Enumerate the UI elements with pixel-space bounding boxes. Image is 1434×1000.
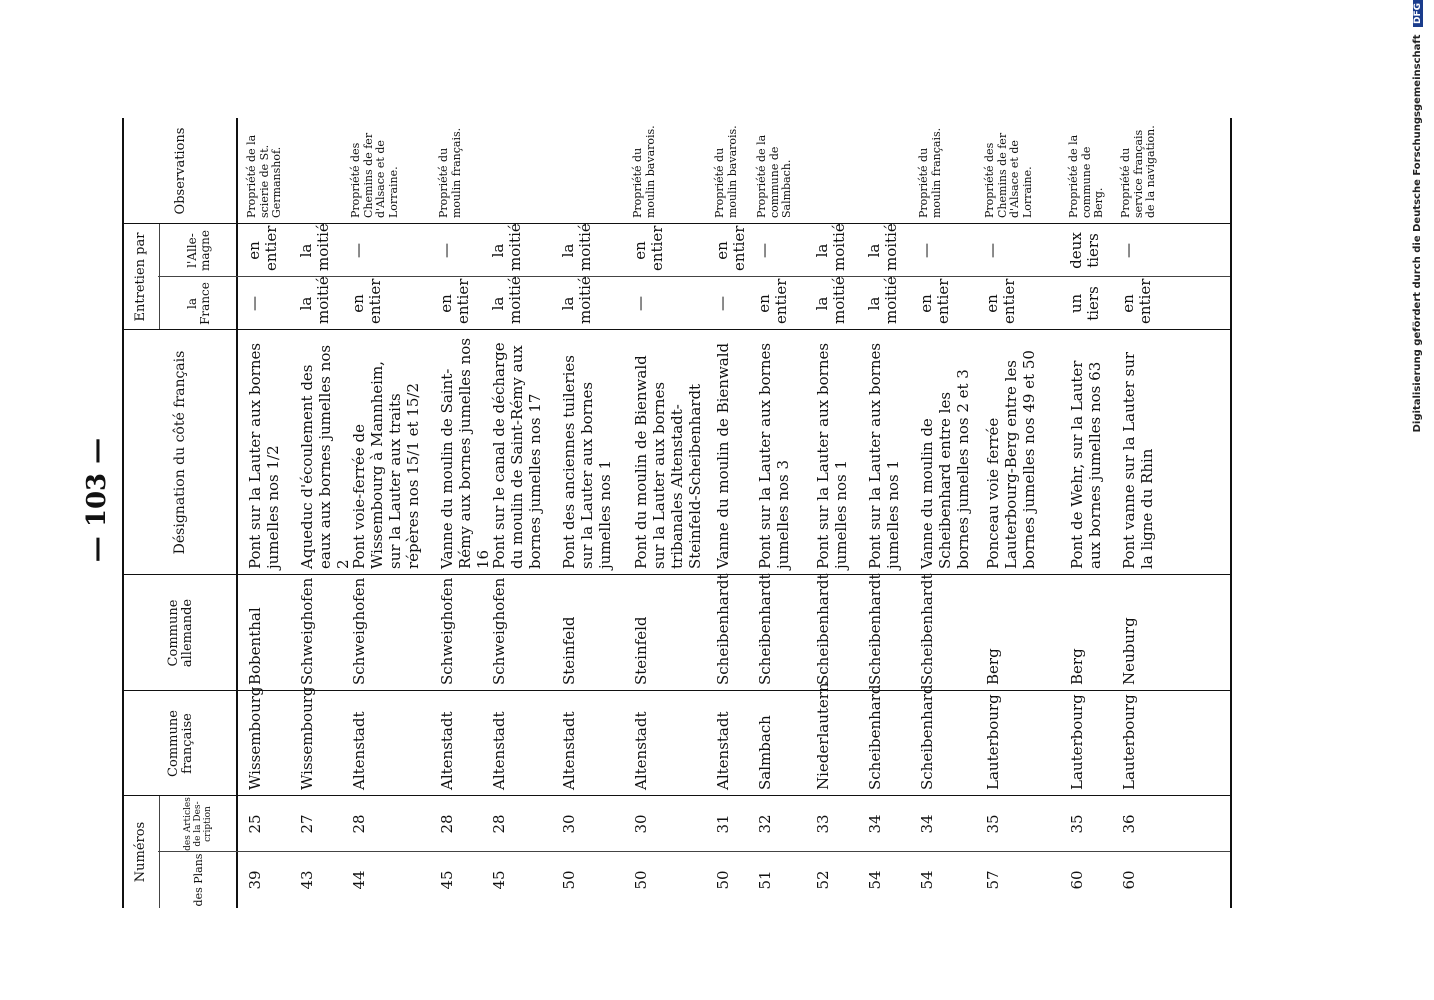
rule-allemagne — [122, 223, 1230, 224]
cell-designation: Pont vanne sur la Lauter sur la ligne du Rhin — [1120, 351, 1156, 569]
cell-france: en entier — [1119, 278, 1154, 324]
cell-designation: Vanne du moulin de Scheibenhard entre les bornes jumelles nos 2 et 3 — [918, 369, 972, 569]
cell-commune-francaise: Niederlautern — [814, 682, 832, 790]
cell-observations: Propriété du moulin français. — [437, 127, 463, 218]
cell-article: 28 — [350, 814, 368, 834]
cell-plan: 50 — [714, 870, 732, 890]
cell-allemagne: en entier — [713, 225, 748, 271]
cell-allemagne: la moitié — [297, 223, 332, 271]
cell-designation: Pont du moulin de Bienwald sur la Lauter aux bornes tribanales Altenstadt-Steinfeld-Scheibenhardt — [632, 355, 704, 569]
cell-plan: 60 — [1120, 870, 1138, 890]
cell-france: en entier — [755, 278, 790, 324]
page-number: — 103 — — [82, 437, 112, 563]
cell-plan: 50 — [632, 870, 650, 890]
cell-designation: Pont sur la Lauter aux bornes jumelles nos 1 — [866, 342, 902, 569]
cell-designation: Aqueduc d'écoulement des eaux aux bornes jumelles nos 2 — [298, 344, 352, 569]
header-entretien-par: Entretien par — [124, 224, 160, 330]
header-commune-francaise: Commune française — [165, 710, 195, 777]
cell-commune-francaise: Wissembourg — [298, 686, 316, 790]
cell-designation: Vanne du moulin de Saint-Rémy aux bornes jumelles nos 16 — [438, 337, 492, 569]
rule-france — [158, 276, 1230, 277]
table-row — [294, 118, 352, 908]
digitization-note — [1412, 0, 1423, 1000]
cell-article: 34 — [866, 814, 884, 834]
cell-allemagne: — — [983, 243, 1001, 258]
table-row — [628, 118, 710, 908]
cell-plan: 54 — [918, 870, 936, 890]
cell-commune-francaise: Altenstadt — [490, 711, 508, 790]
cell-allemagne: la moitié — [559, 223, 594, 271]
cell-designation: Pont des anciennes tuileries sur la Lauter aux bornes jumelles nos 1 — [560, 355, 614, 569]
cell-commune-allemande: Scheibenhardt — [866, 573, 884, 685]
digitization-text: Digitalisierung gefördert durch die Deutsche Forschungsgemeinschaft — [1412, 34, 1423, 433]
cell-allemagne: en entier — [245, 225, 280, 271]
cell-observations — [486, 118, 556, 224]
cell-commune-francaise: Altenstadt — [714, 711, 732, 790]
cell-allemagne: — — [755, 243, 773, 258]
header-des-plans: des Plans — [191, 853, 205, 907]
cell-allemagne: — — [917, 243, 935, 258]
cell-commune-allemande: Scheibenhardt — [814, 573, 832, 685]
cell-plan: 39 — [246, 870, 264, 890]
cell-article: 28 — [490, 814, 508, 834]
cell-france: la moitié — [489, 276, 524, 324]
cell-allemagne: la moitié — [489, 223, 524, 271]
cell-observations: Propriété des Chemins de fer d'Alsace et de Lorraine. — [983, 132, 1034, 218]
table-row — [434, 118, 492, 908]
cell-article: 33 — [814, 814, 832, 834]
cell-plan: 43 — [298, 870, 316, 890]
cell-designation: Pont sur la Lauter aux bornes jumelles nos 1 — [814, 342, 850, 569]
cell-commune-francaise: Altenstadt — [350, 711, 368, 790]
dfg-logo: DFG — [1413, 0, 1423, 27]
table-row — [1116, 118, 1186, 908]
cell-observations: Propriété de la commune de Berg. — [1067, 134, 1106, 218]
cell-commune-francaise: Altenstadt — [632, 711, 650, 790]
cell-allemagne: la moitié — [865, 223, 900, 271]
cell-allemagne: la moitié — [813, 223, 848, 271]
table-row — [556, 118, 628, 908]
cell-commune-allemande: Scheibenhardt — [918, 573, 936, 685]
cell-observations: Propriété du moulin bavarois. — [631, 125, 657, 218]
cell-plan: 45 — [438, 870, 456, 890]
cell-plan: 50 — [560, 870, 578, 890]
cell-commune-allemande: Bobenthal — [246, 607, 264, 685]
cell-france: la moitié — [865, 276, 900, 324]
cell-commune-allemande: Schweighofen — [438, 577, 456, 685]
cell-allemagne: deux tiers — [1067, 232, 1102, 269]
cell-article: 35 — [984, 814, 1002, 834]
cell-article: 34 — [918, 814, 936, 834]
cell-france: la moitié — [559, 276, 594, 324]
cell-commune-francaise: Scheibenhard — [866, 684, 884, 790]
cell-observations: Propriété des Chemins de fer d'Alsace et de Lorraine. — [349, 132, 400, 218]
cell-commune-francaise: Lauterbourg — [1120, 694, 1138, 790]
rule-fr — [122, 690, 1230, 691]
cell-france: — — [245, 296, 263, 311]
cell-article: 30 — [560, 814, 578, 834]
cell-plan: 52 — [814, 870, 832, 890]
cell-observations: Propriété de la commune de Salmbach. — [755, 134, 794, 218]
cell-designation: Pont voie-ferrée de Wissembourg à Mannheim, sur la Lauter aux traits répères nos 15/1 et 15/2 — [350, 361, 422, 569]
cell-france: — — [713, 296, 731, 311]
rule-de — [122, 574, 1230, 575]
cell-commune-francaise: Wissembourg — [246, 686, 264, 790]
table-header — [122, 118, 238, 908]
rule-articles — [122, 795, 1230, 796]
cell-france: en entier — [917, 278, 952, 324]
cell-commune-allemande: Schweighofen — [490, 577, 508, 685]
cell-commune-francaise: Scheibenhard — [918, 684, 936, 790]
cell-france: la moitié — [813, 276, 848, 324]
cell-observations: Propriété de la scierie de St. Germanshof. — [245, 134, 284, 218]
cell-observations — [294, 118, 346, 224]
cell-designation: Pont de Wehr, sur la Lauter aux bornes jumelles nos 63 — [1068, 360, 1104, 569]
cell-commune-allemande: Schweighofen — [350, 577, 368, 685]
cell-article: 35 — [1068, 814, 1086, 834]
cell-observations: Propriété du moulin français. — [917, 127, 943, 218]
header-la-france: la France — [184, 282, 212, 325]
cell-observations — [862, 118, 914, 224]
header-designation: Désignation du côté français — [172, 350, 189, 555]
cell-commune-francaise: Altenstadt — [438, 711, 456, 790]
cell-observations — [810, 118, 862, 224]
cell-designation: Pont sur la Lauter aux bornes jumelles nos 3 — [756, 342, 792, 569]
cell-commune-allemande: Scheibenhardt — [756, 573, 774, 685]
table-row — [862, 118, 914, 908]
bottom-rule — [1230, 118, 1232, 908]
cell-commune-allemande: Berg — [984, 648, 1002, 685]
cell-observations — [556, 118, 628, 224]
cell-commune-francaise: Altenstadt — [560, 711, 578, 790]
rule-designation — [122, 329, 1230, 330]
cell-commune-allemande: Steinfeld — [632, 616, 650, 685]
cell-designation: Pont sur la Lauter aux bornes jumelles nos 1/2 — [246, 342, 282, 569]
cell-designation: Ponceau voie ferrée Lauterbourg-Berg entre les bornes jumelles nos 49 et 50 — [984, 350, 1038, 569]
rule-plans — [158, 851, 1230, 852]
cell-france: en entier — [437, 278, 472, 324]
table-row — [346, 118, 434, 908]
table-row — [242, 118, 294, 908]
cell-plan: 57 — [984, 870, 1002, 890]
cell-allemagne: — — [349, 243, 367, 258]
cell-allemagne: en entier — [631, 225, 666, 271]
cell-commune-allemande: Schweighofen — [298, 577, 316, 685]
header-observations: Observations — [172, 127, 188, 215]
cell-commune-francaise: Lauterbourg — [1068, 694, 1086, 790]
cell-france: — — [631, 296, 649, 311]
cell-article: 25 — [246, 814, 264, 834]
cell-plan: 60 — [1068, 870, 1086, 890]
cell-commune-francaise: Lauterbourg — [984, 694, 1002, 790]
cell-commune-allemande: Berg — [1068, 648, 1086, 685]
maintenance-table — [122, 118, 1230, 908]
cell-observations: Propriété du service français de la navigation. — [1119, 125, 1158, 218]
cell-observations: Propriété du moulin bavarois. — [713, 125, 739, 218]
header-des-articles: des Articles de la Des-cription — [183, 797, 213, 851]
table-row — [980, 118, 1064, 908]
header-l-allemagne: l'Alle-magne — [184, 229, 212, 272]
header-numeros: Numéros — [124, 796, 160, 908]
cell-plan: 51 — [756, 870, 774, 890]
cell-article: 28 — [438, 814, 456, 834]
cell-plan: 54 — [866, 870, 884, 890]
cell-france: en entier — [983, 278, 1018, 324]
cell-france: en entier — [349, 278, 384, 324]
cell-plan: 45 — [490, 870, 508, 890]
cell-france: la moitié — [297, 276, 332, 324]
cell-france: un tiers — [1067, 286, 1102, 321]
cell-article: 36 — [1120, 814, 1138, 834]
cell-article: 30 — [632, 814, 650, 834]
cell-designation: Vanne du moulin de Bienwald — [714, 342, 732, 569]
cell-commune-allemande: Scheibenhardt — [714, 573, 732, 685]
table-row — [710, 118, 752, 908]
cell-plan: 44 — [350, 870, 368, 890]
table-row — [486, 118, 556, 908]
cell-allemagne: — — [1119, 243, 1137, 258]
cell-article: 31 — [714, 814, 732, 834]
table-row — [810, 118, 862, 908]
cell-commune-allemande: Steinfeld — [560, 616, 578, 685]
table-row — [752, 118, 810, 908]
cell-commune-allemande: Neuburg — [1120, 617, 1138, 685]
cell-article: 27 — [298, 814, 316, 834]
cell-article: 32 — [756, 814, 774, 834]
table-row — [914, 118, 980, 908]
header-commune-allemande: Commune allemande — [165, 598, 195, 668]
table-row — [1064, 118, 1116, 908]
cell-designation: Pont sur le canal de décharge du moulin de Saint-Rémy aux bornes jumelles nos 17 — [490, 342, 544, 569]
cell-commune-francaise: Salmbach — [756, 715, 774, 790]
cell-allemagne: — — [437, 243, 455, 258]
